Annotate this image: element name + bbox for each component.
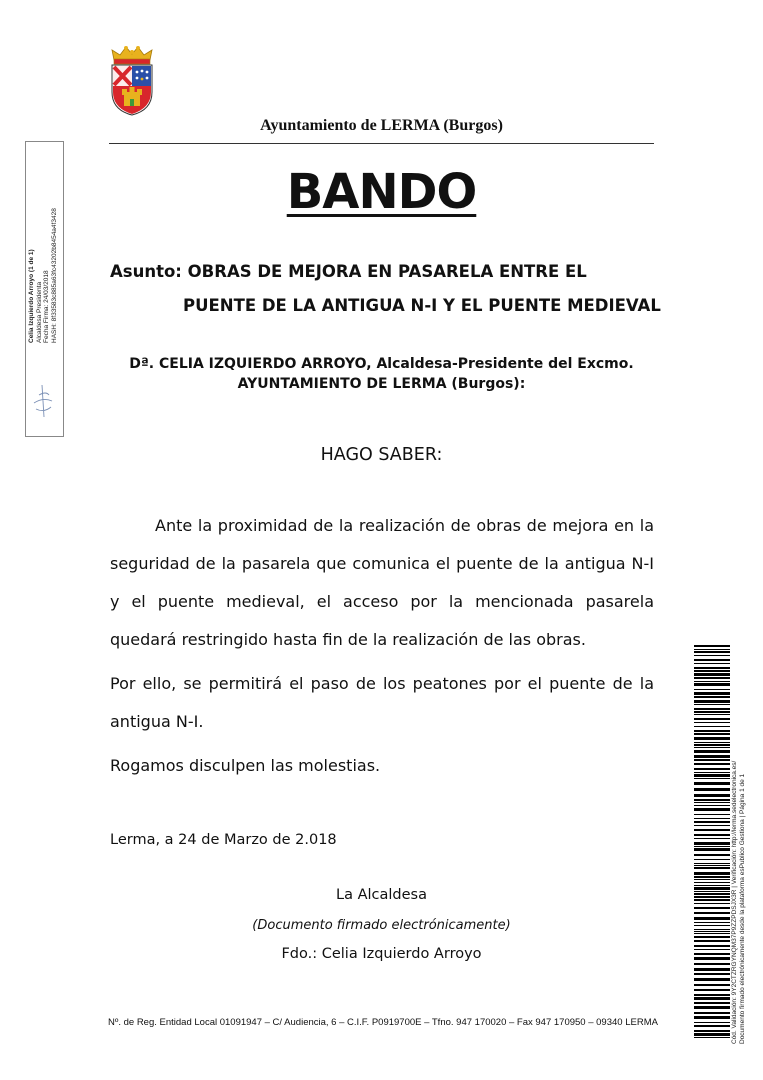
barcode-bar [694, 896, 730, 898]
barcode-bar [694, 940, 730, 942]
barcode-bar [694, 794, 730, 797]
validation-text [731, 761, 747, 1044]
signature-stamp-text [28, 193, 58, 343]
barcode-bar [694, 742, 730, 743]
barcode-bar [694, 799, 730, 801]
handwritten-signature-icon [30, 383, 56, 421]
barcode-bar [694, 667, 730, 669]
barcode-bar [694, 730, 730, 732]
barcode-bar [694, 750, 730, 753]
barcode-bar [694, 808, 730, 811]
barcode-bar [694, 683, 730, 686]
barcode-bar [694, 802, 730, 803]
body-paragraph-1: Ante la proximidad de la realización de obras de mejora en la seguridad de la pasarela que comunica el puente de la antigua N-I y el puente medieval, el acceso por la mencionada pasarela quedará restringido hasta fin de la realización de las obras. [110, 516, 654, 649]
barcode-bar [694, 903, 730, 904]
barcode-bar [694, 677, 730, 679]
barcode-bar [694, 968, 730, 971]
barcode-bar [694, 1025, 730, 1027]
authority-line-2: AYUNTAMIENTO DE LERMA (Burgos): [237, 376, 526, 392]
barcode-bar [694, 821, 730, 823]
barcode-bar [694, 670, 730, 672]
barcode-bar [694, 963, 730, 965]
barcode-bar [694, 859, 730, 860]
signer-name: Fdo.: Celia Izquierdo Arroyo [281, 946, 482, 962]
validation-platform: Documento firmado electrónicamente desde la plataforma esPublico Gestiona | Página 1 de 1 [739, 773, 746, 1044]
barcode-bar [694, 718, 730, 720]
barcode-bar [694, 774, 730, 777]
barcode-bar [694, 842, 730, 845]
barcode-bar [694, 689, 730, 690]
barcode-bar [694, 1006, 730, 1009]
announcement: HAGO SABER: [320, 445, 443, 465]
barcode-bar [694, 973, 730, 975]
barcode-bar [694, 708, 730, 710]
barcode-bar [694, 876, 730, 878]
barcode-bar [694, 834, 730, 836]
barcode-bar [694, 1037, 730, 1038]
body-paragraph-2: Por ello, se permitirá el paso de los peatones por el puente de la antigua N-I. [110, 674, 654, 731]
date-line: Lerma, a 24 de Marzo de 2.018 [110, 832, 337, 848]
barcode-bar [694, 925, 730, 926]
barcode-bar [694, 984, 730, 986]
barcode-bar [694, 882, 730, 883]
body-paragraph-3: Rogamos disculpen las molestias. [110, 756, 381, 775]
barcode-bar [694, 649, 730, 650]
barcode-bar [694, 899, 730, 901]
subject-line-2: PUENTE DE LA ANTIGUA N-I Y EL PUENTE MEDIEVAL [183, 296, 661, 315]
barcode-bar [694, 814, 730, 815]
barcode-bar [694, 1030, 730, 1032]
barcode-bar [694, 848, 730, 851]
barcode-bar [694, 673, 730, 676]
barcode-bar [694, 696, 730, 698]
barcode-bar [694, 772, 730, 773]
barcode-bar [694, 929, 730, 930]
barcode-bar [694, 887, 730, 890]
barcode-bar [694, 879, 730, 880]
barcode-bar [694, 1002, 730, 1004]
barcode-bar [694, 891, 730, 892]
barcode-bar [694, 651, 730, 653]
barcode-bar [694, 692, 730, 695]
barcode-bar [694, 722, 730, 723]
barcode-bar [694, 838, 730, 839]
barcode-bar [694, 818, 730, 819]
stamp-role: Alcaldesa Presidenta [35, 281, 43, 343]
barcode-bar [694, 865, 730, 866]
barcode-bar [694, 854, 730, 856]
barcode-bar [694, 726, 730, 727]
barcode-bar [694, 1022, 730, 1023]
barcode-bar [694, 922, 730, 923]
barcode-bar [694, 778, 730, 779]
barcode-bar [694, 782, 730, 785]
barcode-bar [694, 763, 730, 765]
barcode-bar [694, 907, 730, 909]
barcode-bar [694, 788, 730, 791]
barcode-bar [694, 945, 730, 947]
barcode-bar [694, 747, 730, 748]
barcode-bar [694, 744, 730, 746]
barcode-bar [694, 867, 730, 869]
barcode-bar [694, 768, 730, 770]
stamp-date: Fecha Firma: 24/03/2018 [43, 270, 51, 343]
stamp-signer: Celia Izquierdo Arroyo (1 de 1) [28, 249, 35, 343]
barcode-bar [694, 917, 730, 920]
barcode-bar [694, 663, 730, 664]
barcode-bar [694, 885, 730, 886]
header-divider [109, 143, 654, 144]
barcode-bar [694, 655, 730, 656]
barcode-bar [694, 704, 730, 705]
barcode-bar [694, 1012, 730, 1014]
coat-of-arms-icon [108, 44, 156, 116]
barcode-bar [694, 997, 730, 1000]
barcode [694, 645, 730, 1040]
stamp-hash: HASH: 8f33583c885a63fc43202b8454a4f3428 [50, 208, 58, 343]
barcode-bar [694, 872, 730, 875]
barcode-bar [694, 805, 730, 806]
barcode-bar [694, 829, 730, 831]
barcode-bar [694, 645, 730, 647]
barcode-bar [694, 933, 730, 934]
subject-line-1: Asunto: OBRAS DE MEJORA EN PASARELA ENTRE EL [110, 262, 587, 281]
barcode-bar [694, 949, 730, 950]
municipality-header: Ayuntamiento de LERMA (Burgos) [260, 117, 503, 134]
barcode-bar [694, 700, 730, 703]
barcode-bar [694, 936, 730, 938]
issuing-authority [109, 354, 654, 394]
barcode-bar [694, 759, 730, 761]
document-heading: BANDO [286, 164, 477, 220]
barcode-bar [694, 863, 730, 864]
barcode-bar [694, 711, 730, 713]
barcode-bar [694, 681, 730, 682]
barcode-bar [694, 978, 730, 981]
document-body [110, 507, 654, 785]
validation-code: Cód. Validación: 9Y2CTZRGYNQM37P9ZZPDSJX3R | Verificación: http://lerma.sedelectronica.es/ [731, 760, 738, 1044]
barcode-bar [694, 957, 730, 960]
barcode-bar [694, 912, 730, 914]
barcode-bar [694, 737, 730, 740]
barcode-bar [694, 825, 730, 826]
barcode-bar [694, 1033, 730, 1036]
barcode-bar [694, 846, 730, 847]
footer-contact: Nº. de Reg. Entidad Local 01091947 – C/ Audiencia, 6 – C.I.F. P0919700E – Tfno. 947 170020 – Fax 947 170950 – 09340 LERMA [108, 1017, 658, 1028]
barcode-bar [694, 714, 730, 715]
signature-note: (Documento firmado electrónicamente) [252, 918, 511, 933]
barcode-bar [694, 994, 730, 996]
barcode-bar [694, 931, 730, 932]
barcode-bar [694, 953, 730, 955]
barcode-bar [694, 755, 730, 758]
barcode-bar [694, 1016, 730, 1019]
barcode-bar [694, 733, 730, 735]
authority-line-1: Dª. CELIA IZQUIERDO ARROYO, Alcaldesa-Presidente del Excmo. [129, 356, 634, 372]
barcode-bar [694, 893, 730, 895]
barcode-bar [694, 989, 730, 991]
barcode-bar [694, 659, 730, 661]
signer-title: La Alcaldesa [336, 887, 427, 903]
